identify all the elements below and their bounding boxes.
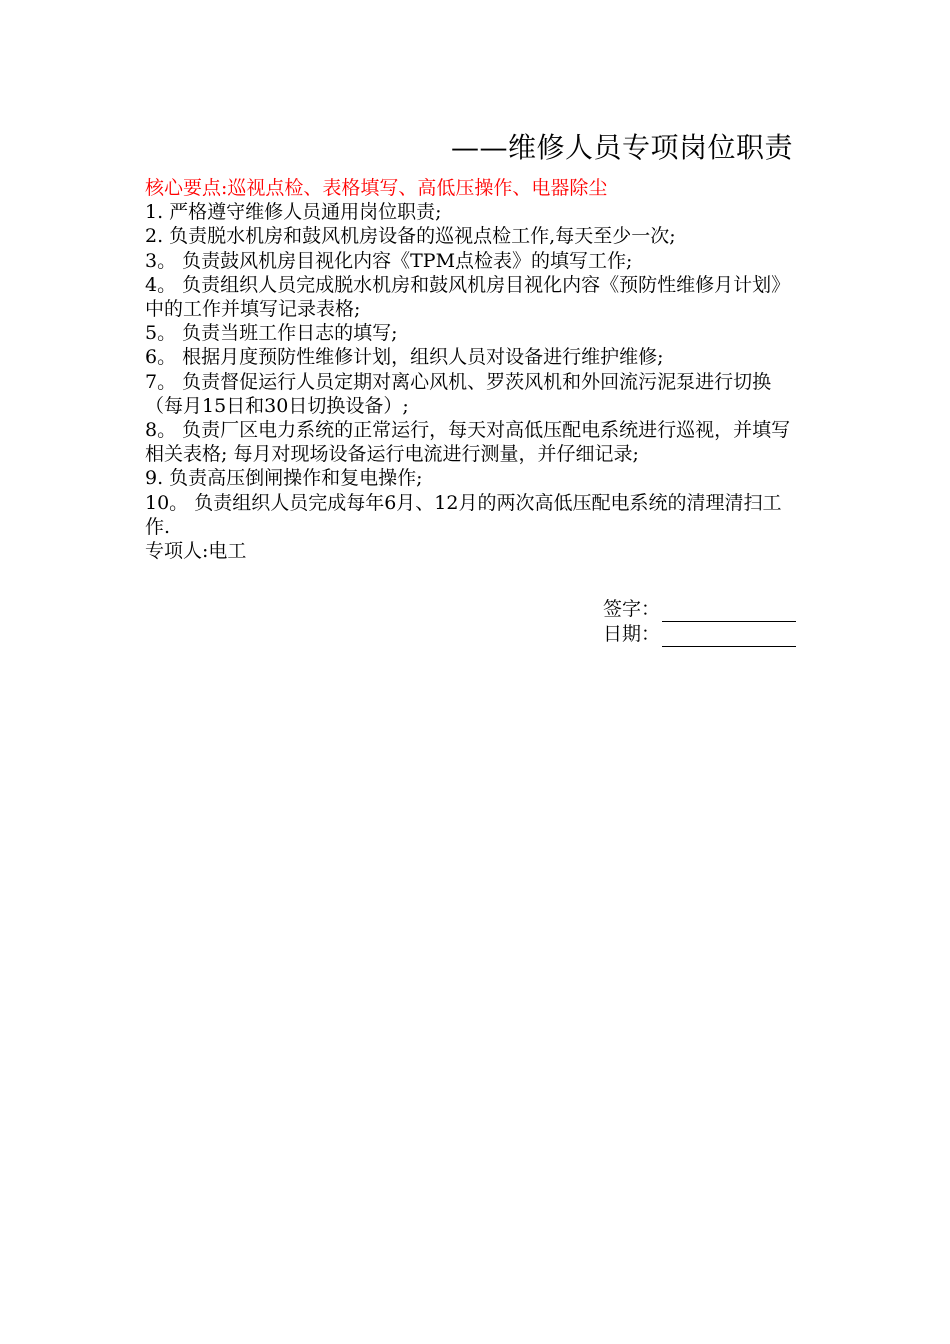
duty-item-2: 2. 负责脱水机房和鼓风机房设备的巡视点检工作,每天至少一次; bbox=[145, 225, 676, 248]
signature-label: 签字： bbox=[603, 598, 661, 620]
document-body bbox=[145, 176, 805, 563]
signature-block bbox=[603, 597, 796, 647]
key-points: 核心要点:巡视点检、表格填写、高低压操作、电器除尘 bbox=[145, 177, 608, 199]
duty-item-1: 1. 严格遵守维修人员通用岗位职责; bbox=[145, 201, 442, 224]
signature-row bbox=[603, 597, 796, 622]
date-line bbox=[662, 627, 796, 647]
duty-item-5: 5。 负责当班工作日志的填写; bbox=[145, 322, 398, 345]
duty-item-3: 3。 负责鼓风机房目视化内容《TPM点检表》的填写工作; bbox=[145, 249, 633, 272]
responsible-person: 专项人:电工 bbox=[145, 540, 247, 563]
duty-item-9: 9. 负责高压倒闸操作和复电操作; bbox=[145, 467, 423, 490]
duty-item-4: 4。 负责组织人员完成脱水机房和鼓风机房目视化内容《预防性维修月计划》中的工作并填写记录表格; bbox=[145, 273, 791, 321]
document-title: ——维修人员专项岗位职责 bbox=[450, 131, 793, 164]
duty-item-6: 6。 根据月度预防性维修计划，组织人员对设备进行维护维修; bbox=[145, 346, 664, 369]
date-row bbox=[603, 622, 796, 647]
duty-item-8: 8。 负责厂区电力系统的正常运行，每天对高低压配电系统进行巡视，并填写相关表格; 每月对现场设备运行电流进行测量，并仔细记录; bbox=[145, 419, 791, 466]
signature-line bbox=[662, 602, 796, 622]
duty-item-7: 7。 负责督促运行人员定期对离心风机、罗茨风机和外回流污泥泵进行切换（每月15日和30日切换设备）; bbox=[145, 370, 772, 417]
duty-item-10: 10。 负责组织人员完成每年6月、12月的两次高低压配电系统的清理清扫工作. bbox=[145, 491, 782, 538]
date-label: 日期： bbox=[603, 623, 661, 645]
